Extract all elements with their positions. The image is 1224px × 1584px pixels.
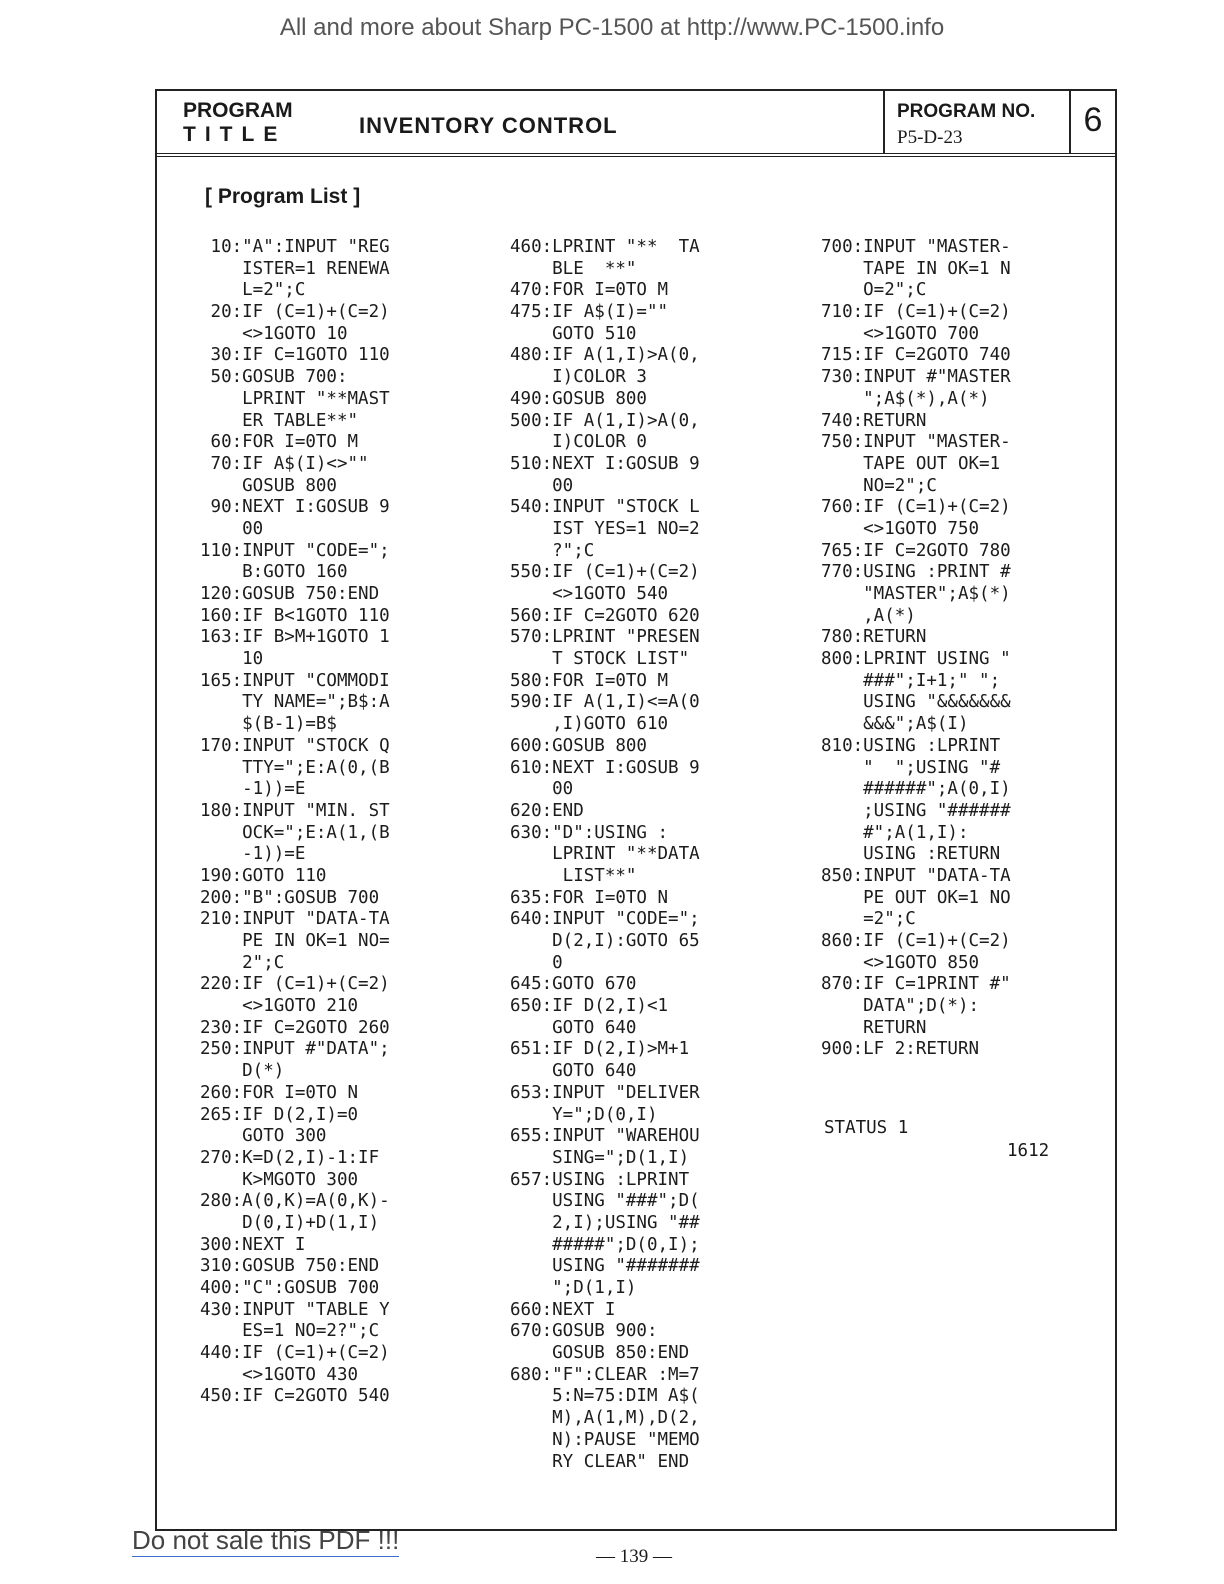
code-line: 90:NEXT I:GOSUB 9 xyxy=(200,497,390,518)
code-line: <>1GOTO 540 xyxy=(510,584,669,604)
listing-column-1 xyxy=(200,237,390,1408)
code-line: LPRINT "**DATA xyxy=(510,844,700,865)
code-line: USING "###";D( xyxy=(510,1191,700,1212)
code-line: GOSUB 850:END xyxy=(510,1343,690,1364)
code-line: $(B-1)=B$ xyxy=(200,714,337,735)
code-line: 580:FOR I=0TO M xyxy=(510,670,669,691)
code-line: 2,I);USING "## xyxy=(510,1212,700,1233)
code-line: GOTO 640 xyxy=(510,1061,637,1082)
code-line: BLE **" xyxy=(510,258,637,279)
code-line: Y=";D(0,I) xyxy=(510,1104,658,1125)
code-line: 715:IF C=2GOTO 740 xyxy=(821,345,1011,366)
code-line: 280:A(0,K)=A(0,K)- xyxy=(200,1191,390,1212)
code-line: &&&";A$(I) xyxy=(821,714,969,735)
code-line: 50:GOSUB 700: xyxy=(200,367,348,388)
code-line: 460:LPRINT "** TA xyxy=(510,237,700,257)
code-line: #####";D(0,I); xyxy=(510,1234,700,1255)
code-line: SING=";D(1,I) xyxy=(510,1147,690,1168)
code-line: PE IN OK=1 NO= xyxy=(200,931,390,951)
code-line: 430:INPUT "TABLE Y xyxy=(200,1299,390,1320)
code-line: PE OUT OK=1 NO xyxy=(821,887,1011,908)
code-line: <>1GOTO 850 xyxy=(821,952,980,973)
code-line: 660:NEXT I xyxy=(510,1299,616,1320)
code-line: 590:IF A(1,I)<=A(0 xyxy=(510,692,700,713)
code-line: 657:USING :LPRINT xyxy=(510,1169,690,1190)
code-line: "MASTER";A$(*) xyxy=(821,584,1011,604)
code-line: 260:FOR I=0TO N xyxy=(200,1082,359,1103)
code-line: L=2";C xyxy=(200,280,306,301)
code-line: T STOCK LIST" xyxy=(510,649,690,670)
code-line: <>1GOTO 210 xyxy=(200,996,359,1017)
code-line: RETURN xyxy=(821,1017,927,1038)
code-line: 750:INPUT "MASTER- xyxy=(821,432,1011,453)
code-line: D(2,I):GOTO 65 xyxy=(510,931,700,951)
code-line: 630:"D":USING : xyxy=(510,822,669,843)
code-line: 20:IF (C=1)+(C=2) xyxy=(200,302,390,323)
code-line: 670:GOSUB 900: xyxy=(510,1321,658,1342)
code-line: 180:INPUT "MIN. ST xyxy=(200,800,390,821)
code-line: D(*) xyxy=(200,1061,285,1082)
code-line: 5:N=75:DIM A$( xyxy=(510,1386,700,1407)
code-line: #";A(1,I): xyxy=(821,822,969,843)
code-line: 210:INPUT "DATA-TA xyxy=(200,909,390,930)
code-line: TY NAME=";B$:A xyxy=(200,692,390,713)
code-line: <>1GOTO 750 xyxy=(821,518,980,539)
code-line: 490:GOSUB 800 xyxy=(510,388,647,409)
code-line: 165:INPUT "COMMODI xyxy=(200,670,390,691)
code-line: 170:INPUT "STOCK Q xyxy=(200,735,390,756)
program-sheet xyxy=(155,89,1117,1531)
code-line: 10 xyxy=(200,649,264,670)
code-line: 00 xyxy=(510,779,574,800)
code-line: 600:GOSUB 800 xyxy=(510,735,647,756)
program-title-label xyxy=(183,99,293,147)
code-line: 540:INPUT "STOCK L xyxy=(510,497,700,518)
code-line: 10:"A":INPUT "REG xyxy=(200,237,390,257)
code-line: ,I)GOTO 610 xyxy=(510,714,669,735)
code-line: =2";C xyxy=(821,909,916,930)
code-line: ";D(1,I) xyxy=(510,1278,637,1298)
code-line: -1))=E xyxy=(200,844,306,865)
code-line: 2";C xyxy=(200,952,285,973)
program-label-line2: TITLE xyxy=(183,123,287,146)
code-line: ";A$(*),A(*) xyxy=(821,388,990,409)
code-line: 620:END xyxy=(510,800,584,821)
code-line: 0 xyxy=(510,952,563,973)
code-line: 310:GOSUB 750:END xyxy=(200,1256,380,1277)
code-line: 510:NEXT I:GOSUB 9 xyxy=(510,453,700,474)
code-line: 680:"F":CLEAR :M=7 xyxy=(510,1364,700,1385)
code-line: 60:FOR I=0TO M xyxy=(200,432,359,453)
code-line: 480:IF A(1,I)>A(0, xyxy=(510,345,700,366)
code-line: 780:RETURN xyxy=(821,627,927,648)
code-line: 900:LF 2:RETURN xyxy=(821,1039,980,1060)
listing-column-2 xyxy=(510,237,700,1473)
code-line: DATA";D(*): xyxy=(821,996,980,1017)
code-line: 470:FOR I=0TO M xyxy=(510,280,669,301)
code-line: USING "&&&&&&& xyxy=(821,692,1011,713)
code-line: 635:FOR I=0TO N xyxy=(510,887,669,908)
code-line: TAPE IN OK=1 N xyxy=(821,258,1011,279)
code-line: 450:IF C=2GOTO 540 xyxy=(200,1386,390,1407)
code-line: K>MGOTO 300 xyxy=(200,1169,359,1190)
code-line: GOTO 510 xyxy=(510,323,637,344)
code-line: 651:IF D(2,I)>M+1 xyxy=(510,1039,690,1060)
footer-note: Do not sale this PDF !!! xyxy=(132,1525,400,1555)
code-line: 760:IF (C=1)+(C=2) xyxy=(821,497,1011,518)
code-line: 800:LPRINT USING " xyxy=(821,649,1011,670)
code-line: 765:IF C=2GOTO 780 xyxy=(821,540,1011,561)
code-line: 400:"C":GOSUB 700 xyxy=(200,1278,380,1298)
code-line: NO=2";C xyxy=(821,475,937,496)
listing-column-3 xyxy=(821,237,1011,1061)
program-no-label: PROGRAM NO. xyxy=(897,101,1036,122)
code-line: 610:NEXT I:GOSUB 9 xyxy=(510,757,700,778)
code-line: USING :RETURN xyxy=(821,844,1001,865)
code-line: 570:LPRINT "PRESEN xyxy=(510,627,700,648)
code-line: TAPE OUT OK=1 xyxy=(821,453,1001,474)
program-title: INVENTORY CONTROL xyxy=(359,113,618,138)
code-line: " ";USING "# xyxy=(821,757,1001,778)
code-line: 70:IF A$(I)<>"" xyxy=(200,453,369,474)
code-line: 870:IF C=1PRINT #" xyxy=(821,974,1011,995)
code-line: 700:INPUT "MASTER- xyxy=(821,237,1011,257)
code-line: 475:IF A$(I)="" xyxy=(510,302,669,323)
code-line: ;USING "###### xyxy=(821,800,1011,821)
code-line: B:GOTO 160 xyxy=(200,562,348,583)
code-line: 710:IF (C=1)+(C=2) xyxy=(821,302,1011,323)
code-line: 655:INPUT "WAREHOU xyxy=(510,1126,700,1147)
code-line: 265:IF D(2,I)=0 xyxy=(200,1104,359,1125)
code-line: USING "####### xyxy=(510,1256,700,1277)
code-line: GOSUB 800 xyxy=(200,475,337,496)
code-line: 110:INPUT "CODE="; xyxy=(200,540,390,561)
code-line: <>1GOTO 10 xyxy=(200,323,348,344)
code-line: GOTO 300 xyxy=(200,1126,327,1147)
code-line: 30:IF C=1GOTO 110 xyxy=(200,345,390,366)
code-line: 190:GOTO 110 xyxy=(200,865,327,886)
code-line: M),A(1,M),D(2, xyxy=(510,1408,700,1429)
code-line: ISTER=1 RENEWA xyxy=(200,258,390,279)
code-line: O=2";C xyxy=(821,280,927,301)
status-label: STATUS 1 xyxy=(824,1118,909,1138)
code-line: LPRINT "**MAST xyxy=(200,388,390,409)
code-line: 220:IF (C=1)+(C=2) xyxy=(200,974,390,995)
code-line: 860:IF (C=1)+(C=2) xyxy=(821,931,1011,951)
code-line: 640:INPUT "CODE="; xyxy=(510,909,700,930)
code-line: I)COLOR 3 xyxy=(510,367,647,388)
page-number: — 139 — xyxy=(596,1546,672,1567)
program-label-line1: PROGRAM xyxy=(183,99,293,122)
code-line: 160:IF B<1GOTO 110 xyxy=(200,605,390,626)
code-line: 00 xyxy=(200,518,264,539)
sheet-page-number: 6 xyxy=(1083,101,1103,139)
code-line: 270:K=D(2,I)-1:IF xyxy=(200,1147,380,1168)
code-line: D(0,I)+D(1,I) xyxy=(200,1212,380,1233)
code-line: 120:GOSUB 750:END xyxy=(200,584,380,604)
code-line: 500:IF A(1,I)>A(0, xyxy=(510,410,700,431)
code-line: 250:INPUT #"DATA"; xyxy=(200,1039,390,1060)
code-line: 440:IF (C=1)+(C=2) xyxy=(200,1343,390,1364)
code-line: 653:INPUT "DELIVER xyxy=(510,1082,700,1103)
code-line: <>1GOTO 700 xyxy=(821,323,980,344)
code-line: 300:NEXT I xyxy=(200,1234,306,1255)
code-line: ######";A(0,I) xyxy=(821,779,1011,800)
status-value: 1612 xyxy=(1007,1141,1050,1161)
code-line: 00 xyxy=(510,475,574,496)
code-line: 230:IF C=2GOTO 260 xyxy=(200,1017,390,1038)
code-line: ES=1 NO=2?";C xyxy=(200,1321,380,1342)
code-line: GOTO 640 xyxy=(510,1017,637,1038)
code-line: TTY=";E:A(0,(B xyxy=(200,757,390,778)
code-line: 770:USING :PRINT # xyxy=(821,562,1011,583)
code-line: 730:INPUT #"MASTER xyxy=(821,367,1011,388)
code-line: 850:INPUT "DATA-TA xyxy=(821,865,1011,886)
code-line: ###";I+1;" "; xyxy=(821,670,1001,691)
code-line: OCK=";E:A(1,(B xyxy=(200,822,390,843)
code-line: RY CLEAR" END xyxy=(510,1451,690,1472)
code-line: 650:IF D(2,I)<1 xyxy=(510,996,669,1017)
code-line: 163:IF B>M+1GOTO 1 xyxy=(200,627,390,648)
program-no-value: P5-D-23 xyxy=(897,127,963,148)
section-title: [ Program List ] xyxy=(205,185,361,208)
title-bar xyxy=(157,91,1115,157)
code-line: ER TABLE**" xyxy=(200,410,359,431)
code-line: 200:"B":GOSUB 700 xyxy=(200,887,380,908)
code-line: 550:IF (C=1)+(C=2) xyxy=(510,562,700,583)
code-line: 740:RETURN xyxy=(821,410,927,431)
code-line: 560:IF C=2GOTO 620 xyxy=(510,605,700,626)
code-line: 810:USING :LPRINT xyxy=(821,735,1001,756)
code-line: LIST**" xyxy=(510,865,637,886)
code-line: N):PAUSE "MEMO xyxy=(510,1429,700,1450)
site-header-note: All and more about Sharp PC-1500 at http://www.PC-1500.info xyxy=(279,14,945,41)
title-divider xyxy=(883,91,885,153)
code-line: IST YES=1 NO=2 xyxy=(510,518,700,539)
code-line: 645:GOTO 670 xyxy=(510,974,637,995)
code-line: ?";C xyxy=(510,540,595,561)
code-line: I)COLOR 0 xyxy=(510,432,647,453)
code-line: ,A(*) xyxy=(821,605,916,626)
code-line: -1))=E xyxy=(200,779,306,800)
code-line: <>1GOTO 430 xyxy=(200,1364,359,1385)
